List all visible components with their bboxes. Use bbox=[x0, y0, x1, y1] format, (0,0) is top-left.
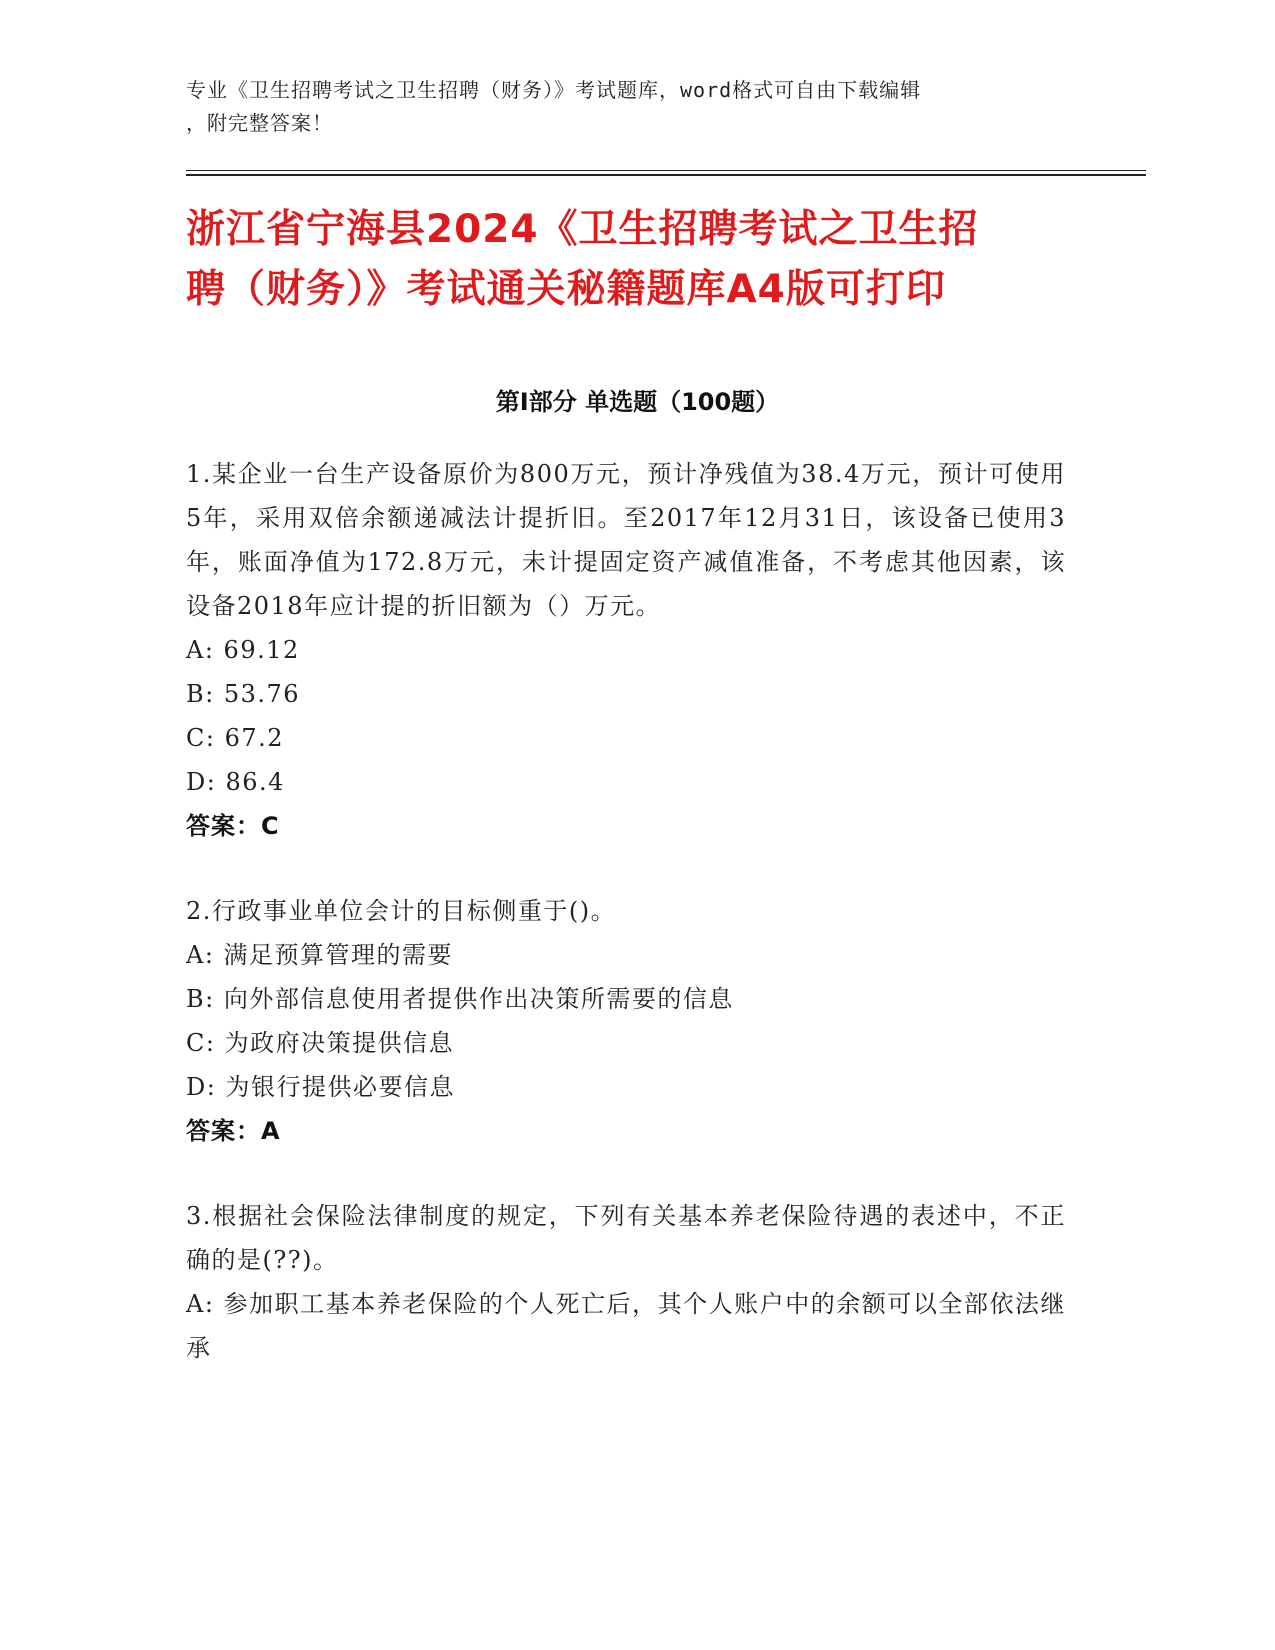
question-3-option-a: A: 参加职工基本养老保险的个人死亡后，其个人账户中的余额可以全部依法继承 bbox=[186, 1290, 1066, 1362]
title-line-1: 浙江省宁海县2024《卫生招聘考试之卫生招 bbox=[186, 207, 979, 252]
question-2-option-d: D: 为银行提供必要信息 bbox=[186, 1073, 455, 1101]
question-1-text: 1.某企业一台生产设备原价为800万元，预计净残值为38.4万元，预计可使用5年，采用双倍余额递减法计提折旧。至2017年12月31日，该设备已使用3年，账面净值为172.8万元，未计提固定资产减值准备，不考虑其他因素，该设备2018年应计提的折旧额为（）万元。 bbox=[186, 460, 1066, 620]
question-2-option-a: A: 满足预算管理的需要 bbox=[186, 941, 454, 969]
question-2-option-b: B: 向外部信息使用者提供作出决策所需要的信息 bbox=[186, 985, 734, 1013]
header-note-line-2: ，附完整答案！ bbox=[186, 111, 333, 135]
title-line-2: 聘（财务）》考试通关秘籍题库A4版可打印 bbox=[186, 267, 946, 312]
question-2-answer: 答案：A bbox=[186, 1117, 281, 1145]
question-1-option-c: C: 67.2 bbox=[186, 724, 285, 752]
header-note-line-1: 专业《卫生招聘考试之卫生招聘（财务）》考试题库，word格式可自由下载编辑 bbox=[186, 78, 922, 102]
question-3 bbox=[186, 1194, 1066, 1370]
question-1 bbox=[186, 452, 1066, 848]
question-1-option-b: B: 53.76 bbox=[186, 680, 301, 708]
header-note bbox=[186, 74, 1086, 140]
question-2-text: 2.行政事业单位会计的目标侧重于()。 bbox=[186, 897, 617, 925]
section-heading: 第Ⅰ部分 单选题（100题） bbox=[495, 388, 780, 416]
question-1-option-a: A: 69.12 bbox=[186, 636, 300, 664]
question-1-answer: 答案：C bbox=[186, 812, 280, 840]
question-3-text: 3.根据社会保险法律制度的规定，下列有关基本养老保险待遇的表述中，不正确的是(??)。 bbox=[186, 1202, 1066, 1274]
question-1-option-d: D: 86.4 bbox=[186, 768, 285, 796]
question-2 bbox=[186, 889, 1066, 1153]
header-divider-thick bbox=[186, 174, 1146, 176]
document-title bbox=[186, 200, 1106, 320]
question-2-option-c: C: 为政府决策提供信息 bbox=[186, 1029, 455, 1057]
header-divider-thin bbox=[186, 170, 1146, 171]
